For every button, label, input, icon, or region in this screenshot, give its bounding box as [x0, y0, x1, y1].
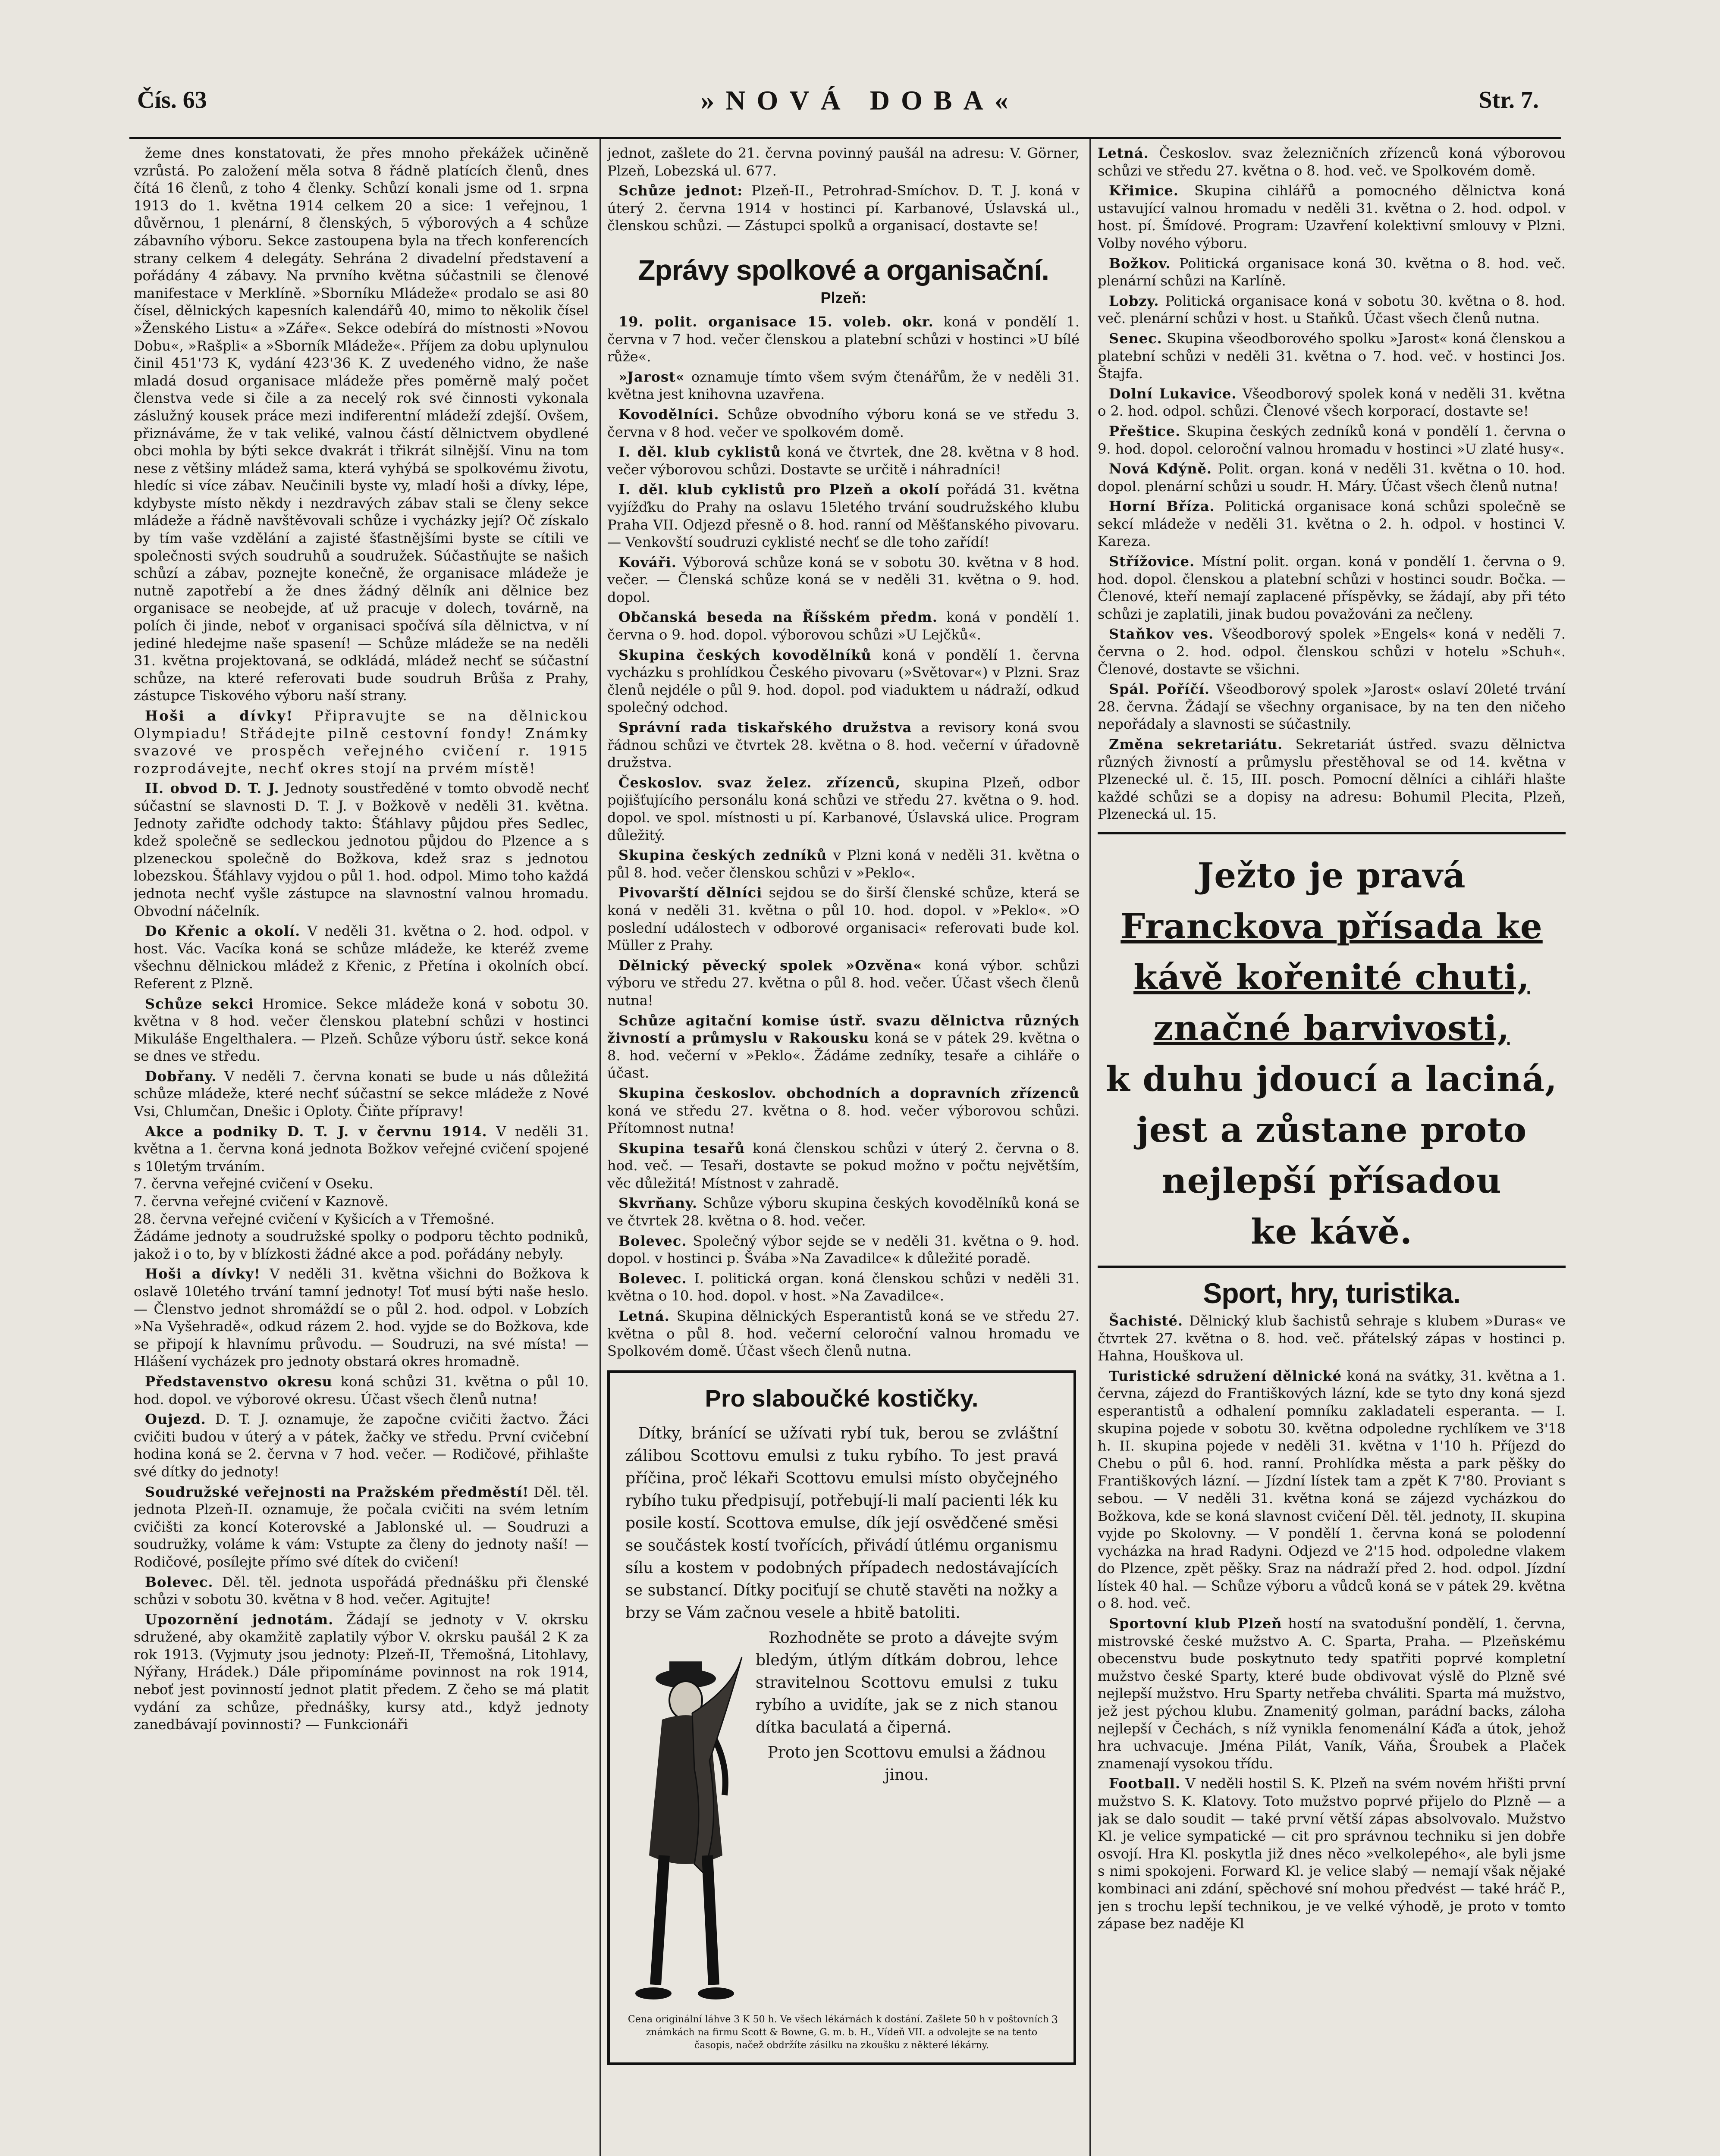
notice-text: Skupina českých zedníků koná v pondělí 1. června o 9. hod. dopol. celoroční valnou hromadu v hostinci »U zlaté husy«.: [1098, 423, 1566, 457]
notice-text: jednot, zašlete do 21. června povinný paušál na adresu: V. Görner, Plzeň, Lobezská ul. 677.: [607, 145, 1080, 179]
notice-paragraph: [134, 1265, 589, 1370]
notice-text: koná ve čtvrtek, dne 28. května v 8 hod. večer výborovou schůzi. Dostavte se určitě i náhradníci!: [607, 444, 1080, 478]
notice-paragraph: [607, 1194, 1080, 1229]
notice-text: D. T. J. oznamuje, že započne cvičiti žactvo. Žáci cvičiti budou v úterý a v pátek, žačky ve středu. První cvičební hodina koná se 2. června v 7 hod. večer. — Rodičové, přihlašte své dítky do jednoty!: [134, 1411, 589, 1480]
notice-lead: Spál. Poříčí.: [1109, 681, 1210, 698]
notice-text: Připravujte se na dělnickou Olympiadu! Střádejte pilně cestovní fondy! Známky svazové ve prospěch veřejného cvičení r. 1915 rozprodávejte, nechť okres stojí na prvém místě!: [134, 708, 589, 777]
notice-text: koná v pondělí 1. června v 7 hod. večer členskou a platební schůzi v hostinci »U bílé růže«.: [607, 313, 1080, 365]
notice-lead: Dolní Lukavice.: [1109, 385, 1237, 402]
franck-line: kávě kořenité chuti,: [1133, 956, 1530, 997]
notice-text: Českoslov. svaz železničních zřízenců koná výborovou schůzi ve středu 27. května o 8. hod. več. ve Spolkovém domě.: [1098, 145, 1566, 179]
notice-text: Politická organisace koná schůzi společně se sekcí mládeže v neděli 31. května o 2. h. odpol. v hostinci V. Kareza.: [1098, 498, 1566, 550]
notice-lead: Senec.: [1109, 330, 1162, 347]
notice-text: a revisory koná svou řádnou schůzi ve čtvrtek 28. května o 8. hod. večerní v úřadovně družstva.: [607, 719, 1080, 771]
notice-paragraph: [607, 774, 1080, 844]
notice-lead: Oujezd.: [145, 1411, 206, 1428]
notice-paragraph: [134, 922, 589, 992]
notice-paragraph: [607, 1140, 1080, 1192]
notice-lead: Nová Kdýně.: [1109, 461, 1212, 477]
notice-paragraph: [607, 1012, 1080, 1082]
franck-line: nejlepší přísadou: [1161, 1160, 1502, 1201]
notice-paragraph: [134, 1410, 589, 1480]
notice-lead: Střížovice.: [1109, 553, 1195, 570]
notice-lead: »Jarost«: [618, 368, 685, 385]
notice-paragraph: [607, 1307, 1080, 1360]
notice-lead: Staňkov ves.: [1109, 626, 1214, 642]
notice-text: koná se v pátek 29. května o 8. hod. večerní v »Peklo«. Žádáme zedníky, tesaře a cihláře o účast.: [607, 1030, 1080, 1081]
notice-paragraph: [1098, 736, 1566, 823]
notice-paragraph: [607, 182, 1080, 235]
notice-paragraph: [1098, 498, 1566, 550]
page-number: Str. 7.: [1478, 87, 1539, 113]
masthead: »NOVÁ DOBA«: [700, 85, 1020, 116]
notice-paragraph: [607, 1270, 1080, 1305]
notice-text: Schůze výboru skupina českých kovodělníků koná se ve čtvrtek 28. května o 8. hod. večer.: [607, 1195, 1080, 1229]
notice-paragraph: [607, 368, 1080, 403]
notice-lead: Pivovarští dělníci: [618, 884, 763, 901]
franck-line: Ježto je pravá: [1197, 855, 1466, 896]
notice-lead: Dobřany.: [145, 1068, 217, 1084]
advert-footer: [625, 2013, 1058, 2052]
notice-lead: Bolevec.: [145, 1573, 213, 1590]
scott-emulsion-advertisement: [607, 1370, 1076, 2065]
notice-paragraph: [1098, 330, 1566, 382]
section-heading: Zprávy spolkové a organisační.: [637, 254, 1049, 286]
notice-text: V neděli 31. května o 2. hod. odpol. v host. Vác. Vacíka koná se schůze mládeže, ke kteréž zveme všechnu dělnickou mládež z Křenic, z Přetína i okolních obcí. Referent z Plzně.: [134, 923, 589, 992]
notice-text: Místní polit. organ. koná v pondělí 1. června o 9. hod. dopol. členskou a platební schůzi v hostinci soudr. Bočka. — Členové, kteří nemají zaplacené příspěvky, se žádají, aby při této schůzi je zaplatili, jinak budou považováni za nečleny.: [1098, 553, 1566, 622]
notice-paragraph: [1098, 292, 1566, 327]
notice-text: koná v pondělí 1. června vycházku s prohlídkou Českého pivovaru (»Světovar«) v Plzni. Sraz členů nejdéle o půl 9. hod. dopol. pod viaduktem u nádraží, odkud společný odchod.: [607, 646, 1080, 716]
column-right-sport: [1098, 1312, 1566, 1933]
notice-lead: Křimice.: [1109, 182, 1179, 199]
notice-text: skupina Plzeň, odbor pojišťujícího personálu koná schůzi ve středu 27. května o 9. hod. dopol. ve spol. místnosti u pí. Karbanové, Úslavská ulice. Program důležitý.: [607, 774, 1080, 843]
notice-text: oznamuje tímto všem svým čtenářům, že v neděli 31. května jest knihovna uzavřena.: [607, 368, 1080, 403]
notice-paragraph: [607, 481, 1080, 551]
notice-paragraph: [134, 1483, 589, 1571]
notice-text: Výborová schůze koná se v sobotu 30. května v 8 hod. večer. — Členská schůze koná se v neděli 31. května o 9. hod. dopol.: [607, 554, 1080, 605]
notice-paragraph: [1098, 144, 1566, 179]
advert-title: Pro slaboučké kostičky.: [705, 1384, 979, 1412]
notice-lead: Upozornění jednotám.: [145, 1611, 334, 1628]
column-right: [1098, 144, 1566, 2156]
notice-text: Dělnický klub šachistů sehraje s klubem »Duras« ve čtvrtek 27. května o 8. hod. več. přátelský zápas v hostinci p. Hahna, Houškova ul.: [1098, 1312, 1566, 1364]
notice-lead: Božkov.: [1109, 255, 1171, 272]
notice-lead: Schůze jednot:: [618, 182, 743, 199]
notice-paragraph: [1098, 1367, 1566, 1612]
column-left: [134, 144, 589, 2156]
notice-lead: Občanská beseda na Říšském předm.: [618, 609, 938, 626]
notice-lead: Sportovní klub Plzeň: [1109, 1615, 1282, 1632]
notice-lead: Kovodělníci.: [618, 406, 719, 423]
notice-lead: Skupina českých kovodělníků: [618, 646, 872, 663]
notice-paragraph: [1098, 625, 1566, 678]
notice-paragraph: [607, 554, 1080, 606]
notice-paragraph: [607, 1084, 1080, 1137]
notice-paragraph: [134, 1373, 589, 1408]
notice-paragraph: [607, 443, 1080, 478]
column-right-notices: [1098, 144, 1566, 823]
notice-paragraph: [134, 1068, 589, 1120]
notice-text: Politická organisace koná 30. května o 8. hod. več. plenární schůzi na Karlíně.: [1098, 255, 1566, 289]
column-middle: [607, 144, 1080, 2156]
notice-text: Skupina dělnických Esperantistů koná se ve středu 27. května o půl 8. hod. večerní celoroční valnou hromadu ve Spolkovém domě. Účast všech členů nutna.: [607, 1308, 1080, 1360]
notice-text: Děl. těl. jednota Plzeň-II. oznamuje, že počala cvičiti na svém letním cvičišti za koncí Koterovské a Jablonské ul. — Soudruzi a soudružky, voláme k vám: Vstupte za členy do jednoty naší! — Rodičové, posílejte přímo své dítek do cvičení!: [134, 1483, 589, 1570]
advert-footer-text: Cena originální láhve 3 K 50 h. Ve všech lékárnách k dostání. Zašlete 50 h v poštovních známkách na firmu Scott & Bowne, G. m. b. H., Vídeň VII. a odvolejte se na tento časopis, načež obdržíte zásilku na zkoušku z některé lékárny.: [628, 2014, 1049, 2051]
notice-lead: Lobzy.: [1109, 292, 1159, 309]
page-header: [0, 0, 1720, 129]
notice-text: koná členskou schůzi v úterý 2. června o 8. hod. več. — Tesaři, dostavte se pokud možno v počtu největším, věc důležitá! Místnost v zahradě.: [607, 1140, 1080, 1191]
divider-rule: [1098, 1266, 1566, 1268]
franck-coffee-advertisement: [1098, 850, 1566, 1257]
notice-lead: Skvrňany.: [618, 1195, 698, 1212]
notice-paragraph: [607, 846, 1080, 881]
notice-lead: Přeštice.: [1109, 423, 1181, 439]
notice-lead: Do Křenic a okolí.: [145, 923, 301, 940]
notice-text: v Plzni koná v neděli 31. května o půl 8. hod. večer členskou schůzi v »Peklo«.: [607, 847, 1080, 881]
notice-paragraph: [607, 957, 1080, 1009]
franck-line: Franckova přísada ke: [1121, 906, 1543, 946]
notice-text: Jednoty soustředěné v tomto obvodě nechť súčastní se slavnosti D. T. J. v Božkově v neděli 31. května. Jednoty zařiďte odchody takto: Šťáhlavy půjdou přes Sedlec, kdež společně se sedleckou jednotou půjdou do Plzence a s plzeneckou společně do Božkova, kdež sraz s jednotou lobezskou. Šťáhlavy vyjdou o půl 1. hod. odpol. Mimo toho každá jednota nechť vyšle zástupce na slavnostní valnou hromadu. Obvodní náčelník.: [134, 780, 589, 919]
notice-paragraph: [1098, 423, 1566, 458]
notice-lead: Turistické sdružení dělnické: [1109, 1367, 1342, 1384]
notice-paragraph: [607, 608, 1080, 643]
notice-paragraph: [1098, 1615, 1566, 1772]
notice-text: Polit. organ. koná v neděli 31. května o 10. hod. dopol. plenární schůzi u soudr. H. Máry. Účast všech členů nutna!: [1098, 461, 1566, 495]
notice-lead: II. obvod D. T. J.: [145, 780, 279, 797]
notice-text: Skupina cihlářů a pomocného dělnictva koná ustavující valnou hromadu v neděli 31. května o 2. hod. odpol. v host. pí. Šmídové. Program: Uzavření kolektivní smlouvy v Plzni. Volby nového výboru.: [1098, 182, 1566, 251]
notice-text: Všeodborový spolek »Engels« koná v neděli 7. června o 2. hod. odpol. členskou schůzi v hotelu »Schuh«. Členové, dostavte se všichni.: [1098, 626, 1566, 677]
notice-paragraph: [134, 1123, 589, 1263]
notice-text: Sekretariát ústřed. svazu dělnictva různých živností a průmyslu přestěhoval se od 14. května v Plzenecké ul. č. 15, III. posch. Pomocní dělníci a cihláři hlašte každé schůzi se a dopisy na adresu: Bohumil Plecita, Plzeň, Plzenecká ul. 15.: [1098, 736, 1566, 823]
notice-text: V neděli 7. června konati se bude u nás důležitá schůze mládeže, které nechť súčastní se sekce mládeže z Nové Vsi, Chlumčan, Dnešic i Oploty. Čiňte přípravy!: [134, 1068, 589, 1120]
notice-text: koná v pondělí 1. června o 9. hod. dopol. výborovou schůzi »U Lejčků«.: [607, 609, 1080, 643]
notice-text: Hromice. Sekce mládeže koná v sobotu 30. května v 8 hod. večer členskou platební schůzi v hostinci Mikuláše Engelthalera. — Plzeň. Schůze výboru ústř. sekce koná se dnes ve středu.: [134, 995, 589, 1065]
franck-line: k duhu jdoucí a laciná,: [1106, 1058, 1557, 1099]
advert-number: 3: [1051, 2013, 1058, 2026]
notice-paragraph: [607, 646, 1080, 716]
notice-paragraph: [1098, 385, 1566, 420]
notice-text: Skupina všeodborového spolku »Jarost« koná členskou a platební schůzi v neděli 31. května o 7. hod. več. v hostinci Jos. Štajfa.: [1098, 330, 1566, 382]
notice-lead: Změna sekretariátu.: [1109, 736, 1283, 752]
advert-body: [625, 1423, 1058, 2052]
notice-paragraph: [1098, 680, 1566, 733]
franck-line: ke kávě.: [1251, 1211, 1412, 1252]
notice-lead: Hoši a dívky!: [145, 708, 294, 724]
notice-text: Plzeň-II., Petrohrad-Smíchov. D. T. J. koná v úterý 2. června 1914 v hostinci pí. Karbanové, Úslavská ul., členskou schůzi. — Zástupci spolků a organisací, dostavte se!: [607, 182, 1080, 234]
notice-text: V neděli 31. května všichni do Božkova k oslavě 10letého trvání tamní jednoty! Toť musí býti naše heslo. — Členstvo jednot shromáždí se o půl 2. hod. odpol. v Lobzích »Na Vyšehradě«, odkud rázem 2. hod. vyjde se do Božkova, kde se připojí k hlavnímu průvodu. — Soudruzi, na své místa! — Hlášení vycházek pro jednoty obstará okres hromadně.: [134, 1266, 589, 1370]
franck-line: jest a zůstane proto: [1136, 1109, 1527, 1150]
notice-text: Všeodborový spolek »Jarost« oslaví 20leté trvání 28. června. Žádají se všechny organisace, by na ten den ničeho nepořádaly a slavnosti se súčastnily.: [1098, 681, 1566, 733]
notice-lead: Správní rada tiskařského družstva: [618, 719, 912, 736]
notice-text: koná na svátky, 31. května a 1. června, zájezd do Františkových lázní, kde se tyto dny koná sjezd esperantistů a odhalení pomníku zakladateli esperanta. — I. skupina pojede v sobotu 30. května odpoledne rychlíkem ve 3'18 h. II. skupina pojede v neděli 31. května v 1'10 h. Příjezd do Chebu o půl 6. hod. ranní. Prohlídka města a park pěšky do Františkových lázní. — Jízdní lístek tam a zpět K 7'80. Proviant s sebou. — V neděli 31. května koná se zájezd vycházkou do Božkova, kde se koná slavnost cvičení Děl. těl. jednoty, II. skupina vyjde po Skolovny. — V pondělí 1. června koná se polodenní vycházka na hrad Radyni. Odjezd ve 2'15 hod. odpoledne vlakem do Plzence, zpět pěšky. Sraz na nádraží před 2. hod. odpol. Jízdní lístek 40 hal. — Schůze výboru a vůdců koná se v pátek 29. května o 8. hod. več.: [1098, 1367, 1566, 1612]
notice-text: Všeodborový spolek koná v neděli 31. května o 2. hod. odpol. schůzi. Členové všech korporací, dostavte se!: [1098, 385, 1566, 420]
notice-lead: Kováři.: [618, 554, 677, 570]
notice-text: Politická organisace koná v sobotu 30. května o 8. hod. več. plenární schůzi v host. u Staňků. Účast všech členů nutna.: [1098, 292, 1566, 327]
notice-lead: Českoslov. svaz želez. zřízenců,: [618, 774, 901, 791]
notice-text: žeme dnes konstatovati, že přes mnoho překážek učiněně vzrůstá. Po založení měla sotva 8 řádně platících členů, dnes čítá 16 členů, z toho 4 členky. Schůzí konali jsme od 1. srpna 1913 do 1. května 1914 celkem 20 a sice: 1 veřejnou, 1 důvěrnou, 1 plenární, 8 členských, 5 výborových a 4 schůze zábavního výboru. Sekce zastoupena byla na třech konferencích strany celkem 4 delegáty. Sehrána 2 divadelní představení a pořádány 4 zábavy. Na prvního května súčastnili se členové manifestace v Merklíně. »Sborníku Mládeže« prodalo se asi 80 čísel, dělnických kapesních kalendářů 40, mimo to několik čísel »Ženského Listu« a »Záře«. Sekce odebírá do místnosti »Novou Dobu«, »Rašpli« a »Sborník Mládeže«. Příjem za dobu uplynulou činil 451'73 K, vydání 423'36 K. Z uvedeného vidno, že naše mladá dosud organisace mládeže přes poměrně malý počet členstva vede si čile a za necelý rok své činnosti vykonala záslužný kousek práce mezi indiferentní mládeží zdejší. Ovšem, přiznáváme, že v tak veliké, valnou částí dělnictvem obydlené obci mohla by býti sekce dvakrát i třikrát silnější. Vinu na tom nese z většiny mládež sama, která vyhýbá se spolkovému životu, hledíc si více zábav. Neučinili byste vy, mladí hoši a dívky, lépe, kdybyste místo někdy i nezdravých zábav stali se členy sekce mládeže a řádně navštěvovali schůze i vycházky její? Oč získalo by tím vaše vzdělání a zajisté šťastnějšími byste se cítili ve společnosti svých soudruhů a soudružek. Súčastňujte se našich schůzí a zábav, poznejte konečně, že organisace mládeže je nutně zapotřebí a že dnes žádný dělník ani dělnice bez organisace se neobejde, ať už pracuje v dolech, továrně, na polích či jinde, neboť v organisaci spočívá síla dělnictva, v ní jediné hledejme naše spasení! — Schůze mládeže se na neděli 31. května projektovaná, se odkládá, mládež nechť se súčastní schůze, na které referovati bude soudruh Brůša z Prahy, zástupce Tiskového výboru naší strany.: [134, 145, 589, 704]
advert-paragraph: Rozhodněte se proto a dávejte svým bledým, útlým dítkám dobrou, lehce stravitelnou Scottovu emulsi z tuku rybího a uvidíte, jak se z nich stanou dítka baculatá a čiperná.: [756, 1629, 1058, 1736]
notice-lead: Skupina tesařů: [618, 1140, 745, 1156]
notice-text: koná výbor. schůzi výboru ve středu 27. května o půl 8. hod. večer. Účast všech členů nutna!: [607, 957, 1080, 1009]
notice-lead: I. děl. klub cyklistů: [618, 444, 782, 461]
notice-paragraph: [134, 707, 589, 777]
notice-text: Společný výbor sejde se v neděli 31. května o 9. hod. dopol. v hostinci p. Švába »Na Zavadilce« k důležité poradě.: [607, 1232, 1080, 1267]
notice-text: I. politická organ. koná členskou schůzi v neděli 31. května o 10. hod. dopol. v host. »Na Zavadilce«.: [607, 1270, 1080, 1304]
notice-lead: Skupina českých zedníků: [618, 847, 827, 864]
advert-paragraph: Dítky, bránící se užívati rybí tuk, berou se zvláštní zálibou Scottovu emulsi z tuku rybího. To jest pravá příčina, proč lékaři Scottovu emulsi místo obyčejného rybího tuku předpisují, potřebují-li malí pacienti lék ku posile kostí. Scottova emulse, dík její osvědčené směsi se součástek kostí tvořících, přivádí útlému organismu sílu a kostem v podobných případech nedostávajících se substancí. Dítky pociťují se chutě stavěti na nožky a brzy se Vám začnou vesele a hbitě batoliti.: [625, 1424, 1058, 1622]
notice-lead: 19. polit. organisace 15. voleb. okr.: [618, 313, 934, 330]
notice-lead: Letná.: [1098, 145, 1149, 161]
notice-paragraph: [1098, 1312, 1566, 1365]
notice-lead: Dělnický pěvecký spolek »Ozvěna«: [618, 957, 923, 974]
notice-lead: Představenstvo okresu: [145, 1373, 333, 1390]
column-middle-notices: [607, 313, 1080, 1360]
notice-paragraph: [607, 1232, 1080, 1267]
column-divider: [599, 139, 601, 2156]
notice-paragraph: [134, 1611, 589, 1733]
notice-lead: Skupina českoslov. obchodních a dopravních zřízenců: [618, 1084, 1080, 1101]
notice-paragraph: [1098, 460, 1566, 495]
notice-text: Děl. těl. jednota uspořádá přednášku při členské schůzi v sobotu 30. května v 8 hod. večer. Agitujte!: [134, 1573, 589, 1608]
notice-lead: Soudružské veřejnosti na Pražském předměstí!: [145, 1483, 529, 1500]
notice-paragraph: [607, 406, 1080, 441]
notice-paragraph: [134, 995, 589, 1065]
notice-text: pořádá 31. května vyjížďku do Prahy na oslavu 15letého trvání soudružského klubu Praha VII. Odjezd přesně o 8. hod. ranní od Měšťanského pivovaru. — Venkovští soudruzi cyklisté nechť se dle toho zařídí!: [607, 481, 1080, 551]
notice-lead: Hoši a dívky!: [145, 1266, 261, 1282]
notice-text: Schůze obvodního výboru koná se ve středu 3. června v 8 hod. večer ve spolkovém domě.: [607, 406, 1080, 440]
column-divider: [1089, 139, 1091, 2156]
franck-line: značné barvivosti,: [1153, 1007, 1510, 1048]
notice-lead: Schůze agitační komise ústř. svazu dělnictva různých živností a průmyslu v Rakousku: [607, 1012, 1080, 1047]
notice-paragraph: [1098, 182, 1566, 252]
notice-text: sejdou se do širší členské schůze, která se koná v neděli 31. května o půl 10. hod. dopol. v »Peklo«. »O poslední událostech v odborové organisaci« referovati bude kol. Müller z Prahy.: [607, 884, 1080, 954]
column-middle-top: [607, 144, 1080, 235]
notice-lead: Horní Bříza.: [1109, 498, 1215, 515]
notice-text: koná schůzi 31. května o půl 10. hod. dopol. ve výborové okresu. Účast všech členů nutna!: [134, 1373, 589, 1407]
notice-lead: Schůze sekci: [145, 995, 254, 1012]
notice-lead: Bolevec.: [618, 1270, 687, 1287]
notice-paragraph: [607, 719, 1080, 771]
notice-text: koná ve středu 27. května o 8. hod. večer výborovou schůzi. Přítomnost nutna!: [607, 1102, 1080, 1137]
notice-paragraph: [607, 144, 1080, 179]
notice-paragraph: [607, 313, 1080, 366]
fisherman-with-fish-illustration: [621, 1631, 746, 2011]
notice-paragraph: [134, 144, 589, 705]
notice-lead: Šachisté.: [1109, 1312, 1183, 1329]
notice-text: V neděli 31. května a 1. června koná jednota Božkov veřejné cvičení spojené s 10letým trváním. 7. června veřejné cvičení v Oseku. 7. června veřejné cvičení v Kaznově. 28. června veřejné cvičení v Kyšicích a v Třemošné. Žádáme jednoty a soudružské spolky o podporu těchto podniků, jakož i o to, by v blízkosti žádné akce a pod. pořádány nebyly.: [134, 1123, 589, 1262]
notice-lead: Akce a podniky D. T. J. v červnu 1914.: [145, 1123, 487, 1140]
notice-paragraph: [1098, 1775, 1566, 1932]
notice-text: hostí na svatodušní pondělí, 1. června, mistrovské české mužstvo A. C. Sparta, Praha. — Plzeňskému obecenstvu bude poskytnuto tedy spatřiti poprvé kompletní mužstvo české Sparty, které bude obdivovat výslě do Plzně své nejlepší mužstvo. Hru Sparty netřeba chváliti. Sparta má mužstvo, jež jest pýchou klubu. Znamenitý golman, parádní backs, záloha nejlepší v Čechách, s níž vynikla fenomenální Káďa a útok, jehož hra uchvacuje. Jména Pilát, Vaník, Váňa, Šroubek a Plaček znamenají vysokou třídu.: [1098, 1615, 1566, 1772]
notice-paragraph: [607, 884, 1080, 954]
notice-paragraph: [134, 1573, 589, 1608]
notice-lead: Bolevec.: [618, 1232, 687, 1249]
notice-text: Žádají se jednoty v V. okrsku sdružené, aby okamžitě zaplatily výbor V. okrsku paušál 2 K za rok 1913. (Vyjmuty jsou jednoty: Plzeň-II, Třemošná, Litohlavy, Nýřany, Hrádek.) Dále připomínáme povinnost na rok 1914, neboť jest povinností jednot platit předem. Z čeho se má platit vydání za schůze, přednášky, kursy atd., když jednoty zanedbávají povinnosti? — Funkcionáři: [134, 1611, 589, 1733]
notice-text: V neděli hostil S. K. Plzeň na svém novém hřišti první mužstvo S. K. Klatovy. Toto mužstvo poprvé přijelo do Plzně — a jak se dalo soudit — také první větší zápas absolvovalo. Mužstvo Kl. je velice sympatické — cit pro správnou techniku si jen dobře osvojí. Hra Kl. poskytla již dnes něco »velkolepého«, ale byli jsme s nimi spokojeni. Forward Kl. je velice slabý — nemají však nějaké kombinaci ani zdání, spěchové sní mohou předvést — také hráč P., jen s trochu lepší technikou, je ve velké výhodě, je proto v tomto zápase bez naděje Kl: [1098, 1775, 1566, 1932]
sport-heading: Sport, hry, turistika.: [1203, 1277, 1460, 1309]
section-subheading: Plzeň:: [820, 288, 866, 307]
header-rule: [129, 137, 1561, 139]
advert-paragraph: Proto jen Scottovu emulsi a žádnou jinou.: [767, 1743, 1046, 1784]
issue-number: Čís. 63: [137, 87, 207, 113]
notice-paragraph: [134, 780, 589, 920]
divider-rule: [1098, 832, 1566, 834]
notice-lead: I. děl. klub cyklistů pro Plzeň a okolí: [618, 481, 940, 498]
notice-paragraph: [1098, 255, 1566, 290]
notice-paragraph: [1098, 553, 1566, 623]
notice-lead: Letná.: [618, 1308, 670, 1325]
notice-lead: Football.: [1109, 1775, 1180, 1792]
